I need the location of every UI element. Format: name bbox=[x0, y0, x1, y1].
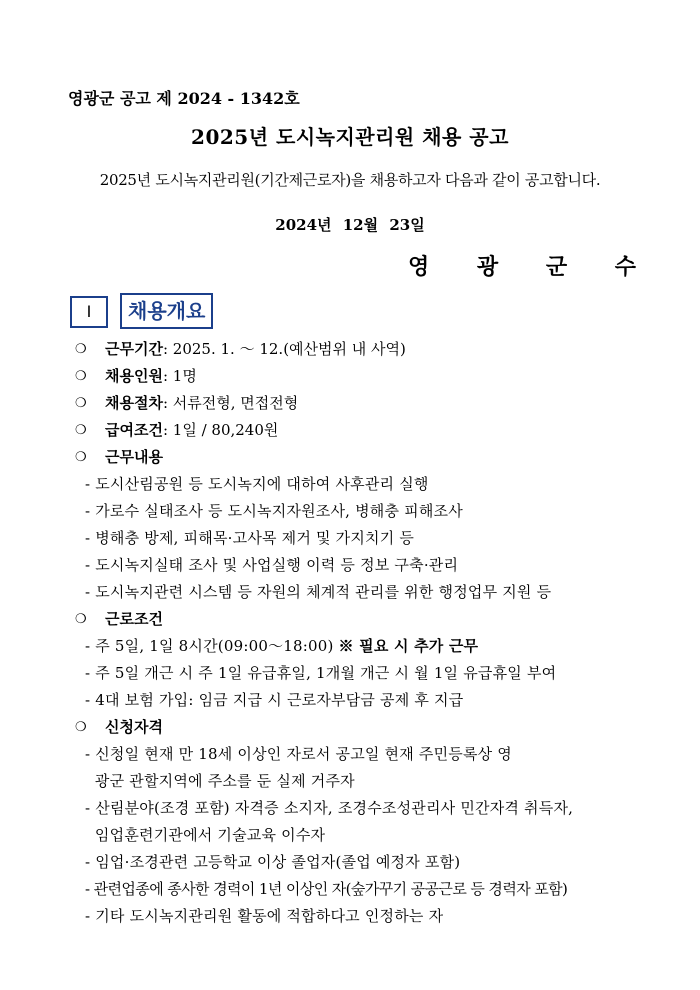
list-item-procedure bbox=[75, 390, 645, 417]
eligibility-line: - 임업·조경관련 고등학교 이상 졸업자(졸업 예정자 포함) bbox=[85, 853, 461, 871]
list-item-salary bbox=[75, 417, 645, 444]
item-value: : 1일 / 80,240원 bbox=[162, 421, 279, 439]
condition-main: - 주 5일, 1일 8시간(09:00～18:00) bbox=[85, 637, 339, 655]
list-item-headcount bbox=[75, 363, 645, 390]
item-value: : 서류전형, 면접전형 bbox=[162, 394, 299, 412]
eligibility-line: - 산림분야(조경 포함) 자격증 소지자, 조경수조성관리사 민간자격 취득자, bbox=[85, 799, 574, 817]
item-value: : 1명 bbox=[162, 367, 197, 385]
duty-line: - 도시산림공원 등 도시녹지에 대하여 사후관리 실행 bbox=[85, 475, 429, 493]
condition-line: - 주 5일 개근 시 주 1일 유급휴일, 1개월 개근 시 월 1일 유급휴일 부여 bbox=[85, 664, 557, 682]
duty-line: - 가로수 실태조사 등 도시녹지자원조사, 병해충 피해조사 bbox=[85, 502, 463, 520]
eligibility-line: - 신청일 현재 만 18세 이상인 자로서 공고일 현재 주민등록상 영 bbox=[85, 745, 512, 763]
section-title-box: 채용개요 bbox=[120, 293, 213, 329]
item-label: 급여조건 bbox=[105, 421, 163, 439]
notice-number: 영광군 공고 제 2024 - 1342호 bbox=[68, 89, 300, 108]
issuer-name: 영 광 군 수 bbox=[408, 254, 656, 280]
intro-text: 2025년 도시녹지관리원(기간제근로자)을 채용하고자 다음과 같이 공고합니다. bbox=[99, 171, 601, 189]
eligibility-line: 임업훈련기관에서 기술교육 이수자 bbox=[85, 826, 326, 844]
condition-line bbox=[75, 633, 645, 660]
eligibility-line: - 관련업종에 종사한 경력이 1년 이상인 자(숲가꾸기 공공근로 등 경력자 포함) bbox=[85, 880, 568, 898]
duty-line: - 병해충 방제, 피해목·고사목 제거 및 가지치기 등 bbox=[85, 529, 415, 547]
section-number-box: Ⅰ bbox=[70, 296, 108, 328]
item-label: 채용인원 bbox=[105, 367, 163, 385]
list-item-period bbox=[75, 336, 645, 363]
list-item-conditions bbox=[75, 606, 645, 633]
item-label: 근로조건 bbox=[105, 610, 163, 628]
item-label: 채용절차 bbox=[105, 394, 163, 412]
list-item-eligibility bbox=[75, 714, 645, 741]
eligibility-line: 광군 관할지역에 주소를 둔 실제 거주자 bbox=[85, 772, 355, 790]
duty-line: - 도시녹지관련 시스템 등 자원의 체계적 관리를 위한 행정업무 지원 등 bbox=[85, 583, 552, 601]
condition-line: - 4대 보험 가입: 임금 지급 시 근로자부담금 공제 후 지급 bbox=[85, 691, 464, 709]
condition-note: ※ 필요 시 추가 근무 bbox=[338, 637, 479, 655]
item-label: 근무내용 bbox=[105, 448, 163, 466]
eligibility-line: - 기타 도시녹지관리원 활동에 적합하다고 인정하는 자 bbox=[85, 907, 444, 925]
document-title: 2025년 도시녹지관리원 채용 공고 bbox=[191, 125, 509, 149]
item-label: 근무기간 bbox=[105, 340, 163, 358]
issue-date: 2024년 12월 23일 bbox=[275, 216, 425, 234]
duty-line: - 도시녹지실태 조사 및 사업실행 이력 등 정보 구축·관리 bbox=[85, 556, 459, 574]
recruitment-overview bbox=[75, 336, 645, 930]
list-item-duties bbox=[75, 444, 645, 471]
item-label: 신청자격 bbox=[105, 718, 163, 736]
item-value: : 2025. 1. ～ 12.(예산범위 내 사역) bbox=[162, 340, 406, 358]
